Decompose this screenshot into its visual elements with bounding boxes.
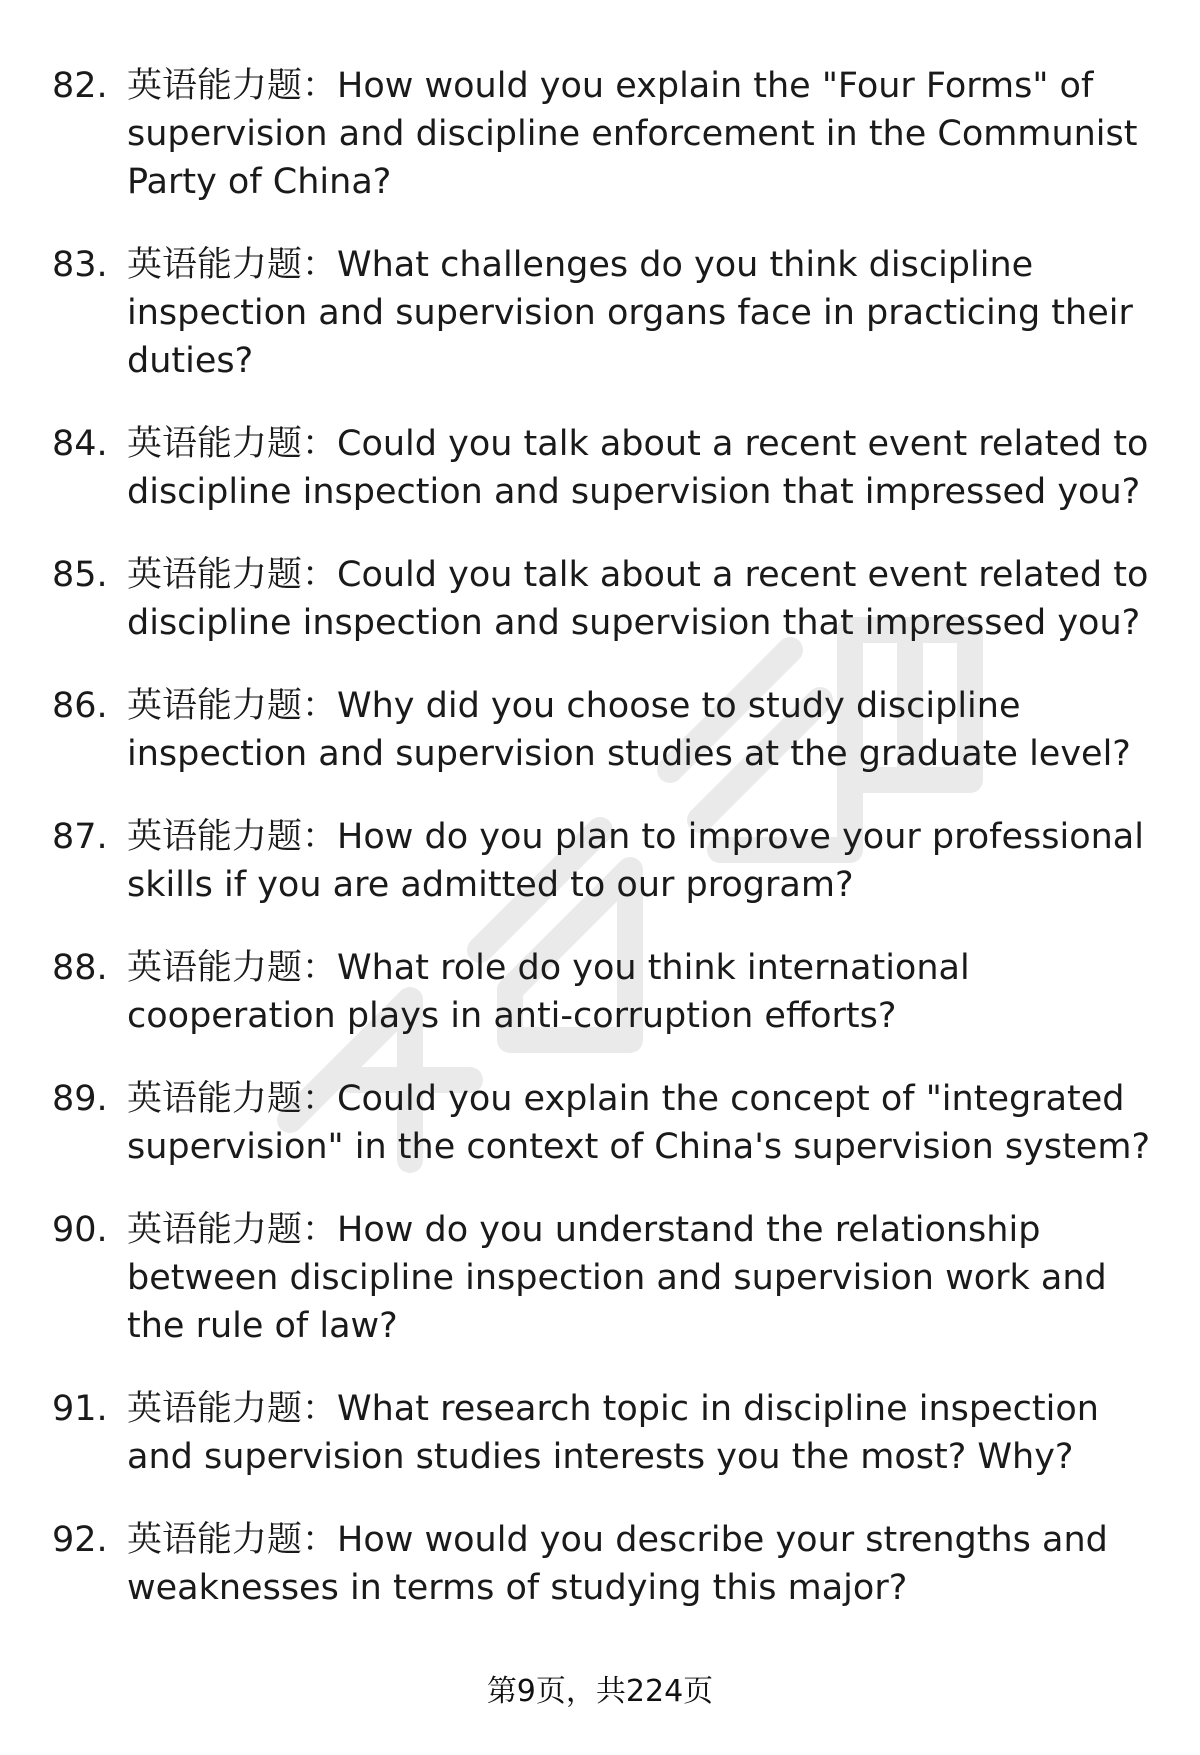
question-item [52, 944, 1162, 1040]
question-list [52, 62, 1162, 1647]
question-text: Could you talk about a recent event related to discipline inspection and supervision that impressed you? [127, 424, 1149, 512]
question-body [127, 241, 1162, 385]
question-text: Could you explain the concept of "integrated supervision" in the context of China's supervision system? [127, 1079, 1151, 1167]
question-number: 82. [52, 66, 108, 106]
question-prefix: 英语能力题： [127, 1520, 338, 1560]
question-item [52, 813, 1162, 909]
question-body [127, 682, 1162, 778]
question-text: Could you talk about a recent event related to discipline inspection and supervision that impressed you? [127, 555, 1149, 643]
question-number: 90. [52, 1210, 108, 1250]
question-prefix: 英语能力题： [127, 1210, 338, 1250]
question-body [127, 1206, 1162, 1350]
question-prefix: 英语能力题： [127, 686, 338, 726]
question-item [52, 682, 1162, 778]
question-item [52, 1385, 1162, 1481]
question-prefix: 英语能力题： [127, 555, 338, 595]
question-number: 84. [52, 424, 108, 464]
question-prefix: 英语能力题： [127, 245, 338, 285]
question-body [127, 944, 1162, 1040]
question-body [127, 420, 1162, 516]
question-body [127, 62, 1162, 206]
question-item [52, 62, 1162, 206]
question-text: How do you plan to improve your professional skills if you are admitted to our program? [127, 817, 1144, 905]
question-body [127, 1385, 1162, 1481]
question-number: 85. [52, 555, 108, 595]
question-text: How do you understand the relationship between discipline inspection and supervision work and the rule of law? [127, 1210, 1107, 1346]
question-prefix: 英语能力题： [127, 817, 338, 857]
question-prefix: 英语能力题： [127, 1079, 338, 1119]
question-item [52, 1206, 1162, 1350]
question-number: 83. [52, 245, 108, 285]
question-item [52, 420, 1162, 516]
question-number: 89. [52, 1079, 108, 1119]
question-item [52, 551, 1162, 647]
question-number: 91. [52, 1389, 108, 1429]
question-item [52, 241, 1162, 385]
question-prefix: 英语能力题： [127, 424, 338, 464]
question-number: 86. [52, 686, 108, 726]
question-prefix: 英语能力题： [127, 66, 338, 106]
question-item [52, 1075, 1162, 1171]
question-item [52, 1516, 1162, 1612]
question-number: 88. [52, 948, 108, 988]
question-text: How would you describe your strengths and weaknesses in terms of studying this major? [127, 1520, 1108, 1608]
question-text: What challenges do you think discipline inspection and supervision organs face in practicing their duties? [127, 245, 1133, 381]
question-text: Why did you choose to study discipline inspection and supervision studies at the graduate level? [127, 686, 1131, 774]
question-text: What research topic in discipline inspection and supervision studies interests you the most? Why? [127, 1389, 1099, 1477]
question-prefix: 英语能力题： [127, 948, 338, 988]
question-body [127, 813, 1162, 909]
question-text: What role do you think international cooperation plays in anti-corruption efforts? [127, 948, 970, 1036]
question-number: 87. [52, 817, 108, 857]
question-number: 92. [52, 1520, 108, 1560]
page-number-footer: 第9页，共224页 [486, 1674, 714, 1709]
question-prefix: 英语能力题： [127, 1389, 338, 1429]
question-text: How would you explain the "Four Forms" of supervision and discipline enforcement in the Communist Party of China? [127, 66, 1138, 202]
question-body [127, 551, 1162, 647]
question-body [127, 1075, 1162, 1171]
question-body [127, 1516, 1162, 1612]
